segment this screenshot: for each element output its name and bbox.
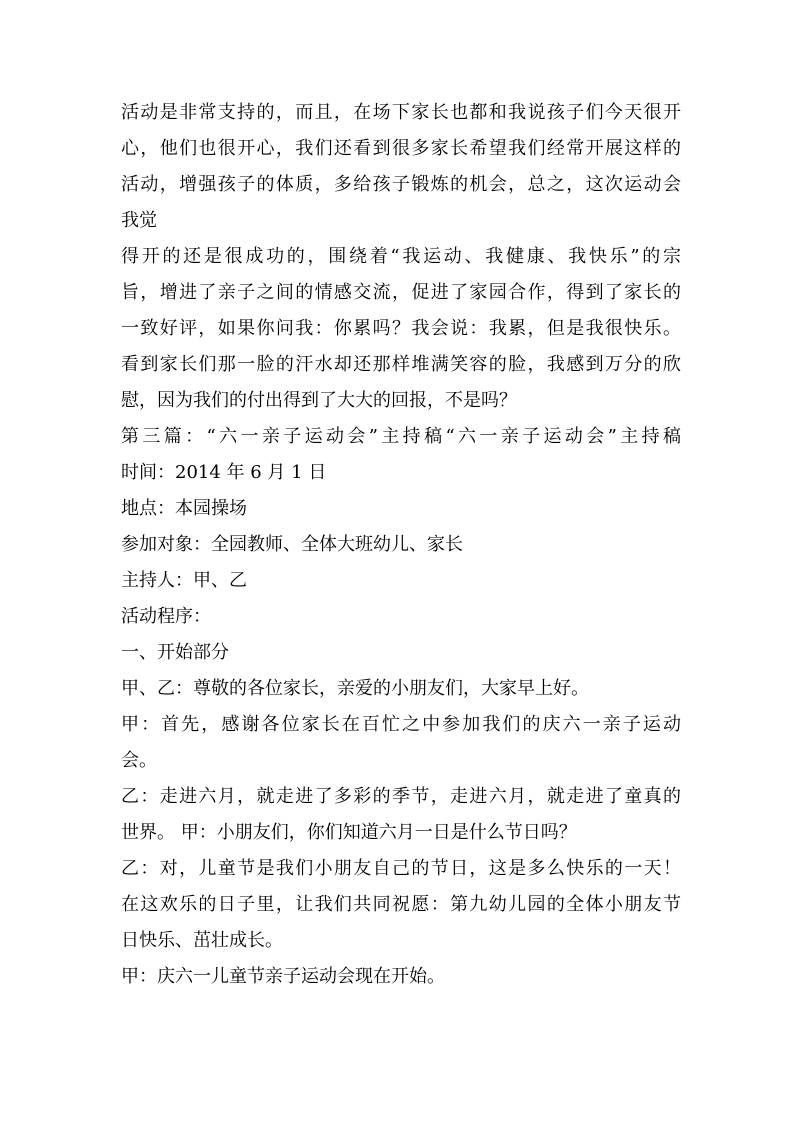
text-line: 活动是非常支持的，而且，在场下家长也都和我说孩子们今天很开 — [121, 102, 681, 123]
text-line: 旨，增进了亲子之间的情感交流，促进了家园合作，得到了家长的 — [121, 282, 681, 303]
text-line: 乙：走进六月，就走进了多彩的季节，走进六月，就走进了童真的 — [121, 786, 681, 807]
text-line: 日快乐、茁壮成长。 — [121, 930, 283, 951]
section-heading: 第三篇：“六一亲子运动会”主持稿“六一亲子运动会”主持稿 — [121, 426, 681, 447]
text-line: 甲、乙：尊敬的各位家长，亲爱的小朋友们，大家早上好。 — [121, 678, 589, 699]
text-line: 在这欢乐的日子里，让我们共同祝愿：第九幼儿园的全体小朋友节 — [121, 894, 681, 915]
text-line: 我觉 — [121, 210, 157, 231]
text-line: 主持人：甲、乙 — [121, 570, 247, 591]
text-line: 心，他们也很开心，我们还看到很多家长希望我们经常开展这样的 — [121, 138, 681, 159]
text-line: 参加对象：全园教师、全体大班幼儿、家长 — [121, 534, 463, 555]
text-line: 活动程序： — [121, 606, 211, 627]
document-body — [121, 95, 681, 995]
text-line: 一、开始部分 — [121, 642, 229, 663]
text-line: 得开的还是很成功的，围绕着“我运动、我健康、我快乐”的宗 — [121, 246, 681, 267]
text-line: 地点：本园操场 — [121, 498, 247, 519]
text-line: 甲：首先，感谢各位家长在百忙之中参加我们的庆六一亲子运动 — [121, 714, 681, 735]
text-line: 甲：庆六一儿童节亲子运动会现在开始。 — [121, 966, 445, 987]
text-line: 活动，增强孩子的体质，多给孩子锻炼的机会，总之，这次运动会 — [121, 174, 681, 195]
text-line: 一致好评，如果你问我：你累吗？我会说：我累，但是我很快乐。 — [121, 318, 681, 339]
text-line: 世界。 甲：小朋友们，你们知道六月一日是什么节日吗？ — [121, 822, 577, 843]
text-line: 时间：2014 年 6 月 1 日 — [121, 462, 327, 483]
text-line: 乙：对，儿童节是我们小朋友自己的节日，这是多么快乐的一天！ — [121, 858, 681, 879]
text-line: 看到家长们那一脸的汗水却还那样堆满笑容的脸，我感到万分的欣 — [121, 354, 681, 375]
text-line: 会。 — [121, 750, 157, 771]
text-line: 慰，因为我们的付出得到了大大的回报，不是吗？ — [121, 390, 517, 411]
